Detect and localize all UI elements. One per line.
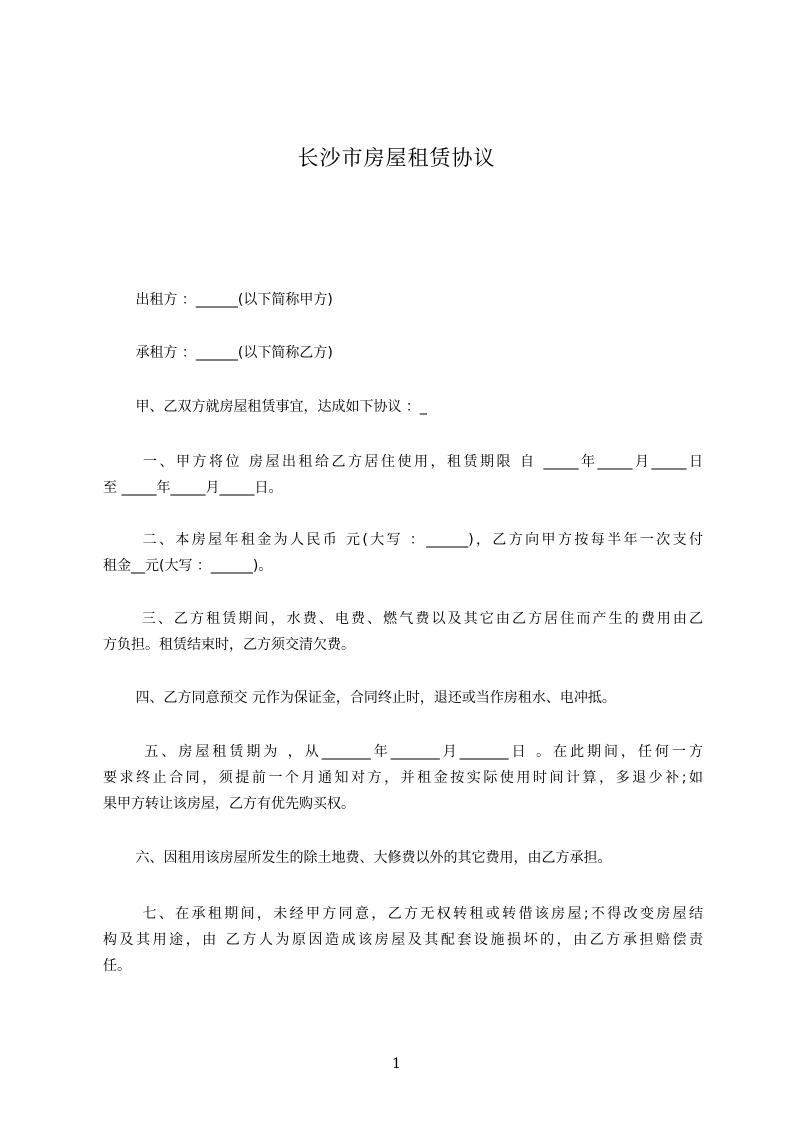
page-number: 1 [392, 1056, 401, 1072]
clause-5-line-1: 五、房屋租赁期为 ，从_______年_______月_______日 。在此期间，任何一方 [103, 744, 703, 760]
clause-2-line-2: 租金__元(大写 ：______)。 [103, 558, 273, 574]
clause-1-line-1: 一、甲方将位 房屋出租给乙方居住使用，租赁期限 自 _____年_____月_____日 [103, 454, 703, 470]
clause-7-line-1: 七、在承租期间，未经甲方同意，乙方无权转租或转借该房屋;不得改变房屋结 [103, 906, 703, 922]
clause-5-line-2: 要求终止合同，须提前一个月通知对方，并租金按实际使用时间计算，多退少补;如 [103, 770, 703, 786]
clause-2-line-1: 二、本房屋年租金为人民币 元(大写 ：______)，乙方向甲方按每半年一次支付 [103, 532, 703, 548]
lessee-line: 承租方 ：______(以下简称乙方) [103, 345, 333, 361]
agreement-intro-line: 甲、乙双方就房屋租赁事宜，达成如下协议 ：_ [103, 399, 427, 415]
clause-3-line-1: 三、乙方租赁期间，水费、电费、燃气费以及其它由乙方居住而产生的费用由乙 [103, 611, 703, 627]
clause-4-line: 四、乙方同意预交 元作为保证金，合同终止时，退还或当作房租水、电冲抵。 [103, 690, 616, 706]
clause-7-line-3: 任。 [103, 958, 131, 974]
lessor-line: 出租方 ：______(以下简称甲方) [103, 292, 333, 308]
clause-3-line-2: 方负担。租赁结束时，乙方须交清欠费。 [103, 637, 355, 653]
clause-7-line-2: 构及其用途，由 乙方人为原因造成该房屋及其配套设施损坏的，由乙方承担赔偿责 [103, 932, 703, 948]
clause-5-line-3: 果甲方转让该房屋，乙方有优先购买权。 [103, 796, 355, 812]
document-title: 长沙市房屋租赁协议 [297, 146, 496, 170]
clause-6-line: 六、因租用该房屋所发生的除土地费、大修费以外的其它费用，由乙方承担。 [103, 850, 612, 866]
clause-1-line-2: 至 _____年_____月_____日。 [103, 480, 283, 496]
